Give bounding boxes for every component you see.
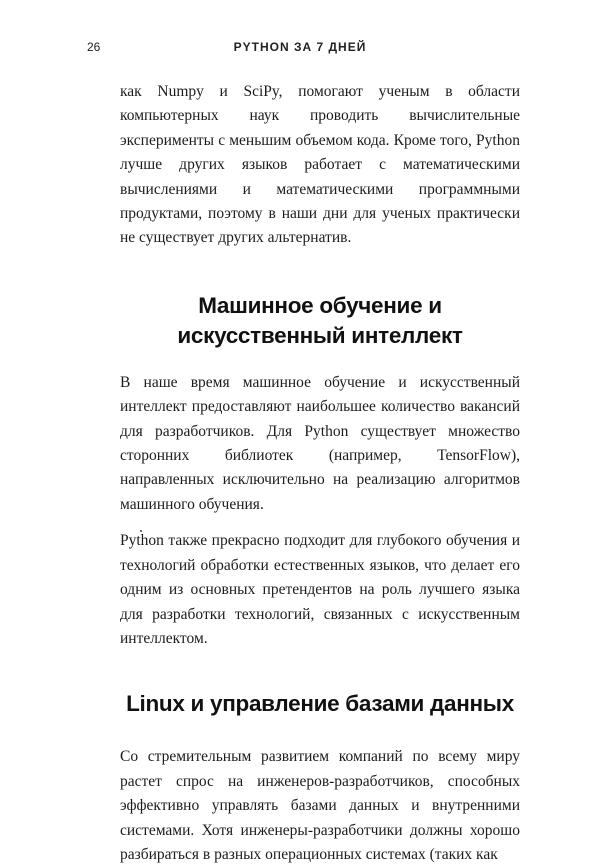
ml-paragraph-2: Python также прекрасно подходит для глубокого обучения и технологий обработки естественных языков, что делает его одним из основных претендентов на роль лучшего языка для разработки технологий, связанных с искусственным интеллектом. [120, 532, 520, 647]
section-heading-linux-databases: Linux и управление базами данных [126, 691, 514, 717]
linux-paragraph-1: Со стремительным развитием компаний по всему миру растет спрос на инженеров-разработчиков, способных эффективно управлять базами данных и внутренними системами. Хотя инженеры-разработчики должны хорошо разбираться в разных операционных системах (таких как [120, 748, 520, 863]
print-speck [140, 530, 142, 532]
ml-paragraph-1: В наше время машинное обучение и искусственный интеллект предоставляют наибольшее количество вакансий для разработчиков. Для Python существует множество сторонних библиотек (например, TensorFlow), направленных исключительно на реализацию алгоритмов машинного обучения. [120, 373, 520, 513]
page-content [120, 80, 520, 867]
running-title: PYTHON ЗА 7 ДНЕЙ [233, 40, 367, 54]
page-number: 26 [87, 40, 101, 54]
intro-paragraph: как Numpy и SciPy, помогают ученым в области компьютерных наук проводить вычислительные эксперименты с меньшим объемом кода. Кроме того, Python лучше других языков работает с математическими вычислениями и математическими программными продуктами, поэтому в наши дни для ученых практически не существует других альтернатив. [120, 83, 520, 247]
section-heading-machine-learning: Машинное обучение и искусственный интеллект [177, 292, 463, 348]
